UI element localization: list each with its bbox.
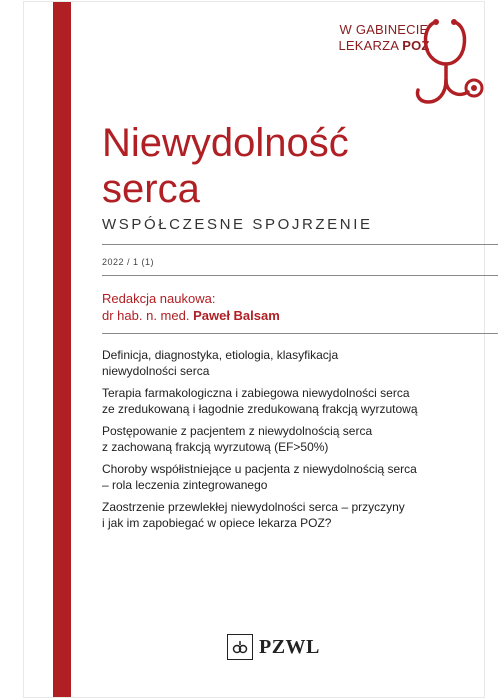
publisher-logo: [227, 632, 320, 662]
stethoscope-icon: [414, 14, 494, 114]
issue-number: 2022 / 1 (1): [102, 257, 155, 267]
book-title-line-2: serca: [102, 167, 200, 211]
editor-line: [102, 307, 280, 324]
contents-list: [102, 347, 492, 537]
contents-item: Postępowanie z pacjentem z niewydolnością serca z zachowaną frakcją wyrzutową (EF>50%): [102, 424, 373, 454]
series-line-2: LEKARZA POZ: [338, 38, 430, 53]
book-subtitle: WSPÓŁCZESNE SPOJRZENIE: [102, 216, 373, 233]
editor-degree: dr hab. n. med.: [102, 308, 190, 323]
contents-item: Zaostrzenie przewlekłej niewydolności serca – przyczyny i jak im zapobiegać w opiece lekarza POZ?: [102, 500, 405, 530]
publisher-logo-icon: [227, 634, 253, 660]
divider-top: [102, 244, 498, 245]
series-line-1: W GABINECIE: [339, 22, 429, 37]
cover-spine-band: [53, 2, 71, 697]
editor-block: [102, 290, 280, 324]
publisher-name: PZWL: [259, 635, 320, 658]
divider-lower: [102, 333, 498, 334]
divider-middle: [102, 275, 498, 276]
book-title-line-1: Niewydolność: [102, 121, 349, 165]
book-cover: [24, 2, 484, 697]
contents-item: Terapia farmakologiczna i zabiegowa niewydolności serca ze zredukowaną i łagodnie zredukowaną frakcją wyrzutową: [102, 386, 418, 416]
contents-item: Definicja, diagnostyka, etiologia, klasyfikacja niewydolności serca: [102, 348, 339, 378]
contents-item: Choroby współistniejące u pacjenta z niewydolnością serca – rola leczenia zintegrowanego: [102, 462, 417, 492]
book-title: [102, 120, 349, 212]
editor-name: Paweł Balsam: [193, 308, 280, 323]
editor-label: Redakcja naukowa:: [102, 291, 216, 306]
